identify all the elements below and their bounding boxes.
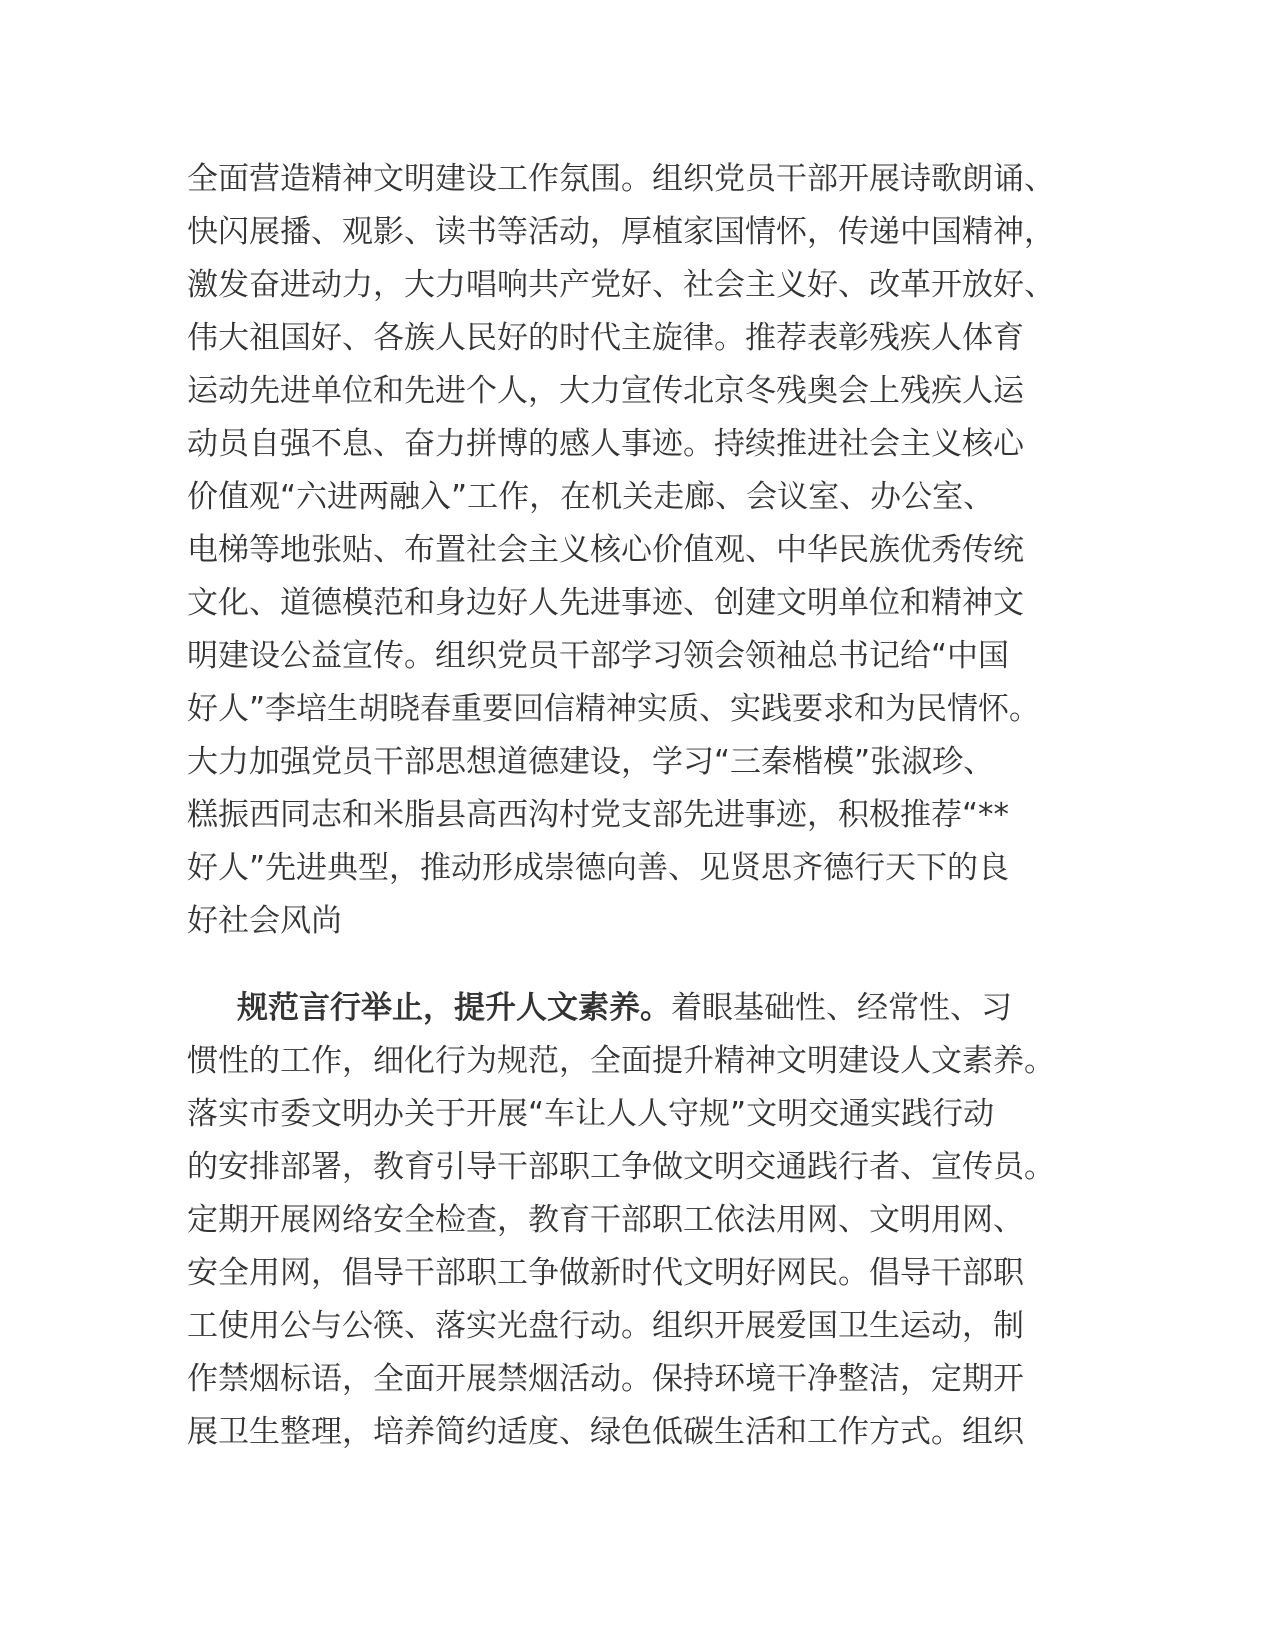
text-line: 定期开展网络安全检查，教育干部职工依法用网、文明用网、 <box>187 1202 1024 1238</box>
text-line: 的安排部署，教育引导干部职工争做文明交通践行者、宣传员。 <box>187 1149 1055 1185</box>
text-line: 好人”李培生胡晓春重要回信精神实质、实践要求和为民情怀。 <box>187 691 1041 727</box>
text-line: 动员自强不息、奋力拼博的感人事迹。持续推进社会主义核心 <box>187 426 1024 462</box>
text-line: 大力加强党员干部思想道德建设，学习“三秦楷模”张淑珍、 <box>187 744 995 780</box>
text-line: 激发奋进动力，大力唱响共产党好、社会主义好、改革开放好、 <box>187 267 1055 303</box>
text-line: 作禁烟标语，全面开展禁烟活动。保持环境干净整洁，定期开 <box>187 1361 1024 1397</box>
text-line: 展卫生整理，培养简约适度、绿色低碳生活和工作方式。组织 <box>187 1414 1024 1450</box>
text-line: 落实市委文明办关于开展“车让人人守规”文明交通实践行动 <box>187 1096 995 1132</box>
paragraph-1 <box>187 153 1087 948</box>
text-line: 运动先进单位和先进个人，大力宣传北京冬残奥会上残疾人运 <box>187 373 1024 409</box>
text-line: 惯性的工作，细化行为规范，全面提升精神文明建设人文素养。 <box>187 1043 1055 1079</box>
text-line: 好社会风尚 <box>187 903 342 939</box>
text-line: 好人”先进典型，推动形成崇德向善、见贤思齐德行天下的良 <box>187 850 1010 886</box>
text-line: 安全用网，倡导干部职工争做新时代文明好网民。倡导干部职 <box>187 1255 1024 1291</box>
paragraph-2 <box>187 982 1087 1459</box>
text-line: 全面营造精神文明建设工作氛围。组织党员干部开展诗歌朗诵、 <box>187 161 1055 197</box>
text-segment: 着眼基础性、经常性、习 <box>671 990 1012 1026</box>
text-line: 糕振西同志和米脂县高西沟村党支部先进事迹，积极推荐“** <box>187 797 1010 833</box>
text-line: 工使用公与公筷、落实光盘行动。组织开展爱国卫生运动，制 <box>187 1308 1024 1344</box>
text-line: 明建设公益宣传。组织党员干部学习领会领袖总书记给“中国 <box>187 638 1010 674</box>
text-line: 电梯等地张贴、布置社会主义核心价值观、中华民族优秀传统 <box>187 532 1024 568</box>
text-line: 价值观“六进两融入”工作，在机关走廊、会议室、办公室、 <box>187 479 995 515</box>
paragraph-2-first-line <box>187 982 1087 1035</box>
paragraph-heading: 规范言行举止，提升人文素养。 <box>237 990 671 1026</box>
text-line: 伟大祖国好、各族人民好的时代主旋律。推荐表彰残疾人体育 <box>187 320 1024 356</box>
text-line: 快闪展播、观影、读书等活动，厚植家国情怀，传递中国精神， <box>187 214 1055 250</box>
text-line: 文化、道德模范和身边好人先进事迹、创建文明单位和精神文 <box>187 585 1024 621</box>
